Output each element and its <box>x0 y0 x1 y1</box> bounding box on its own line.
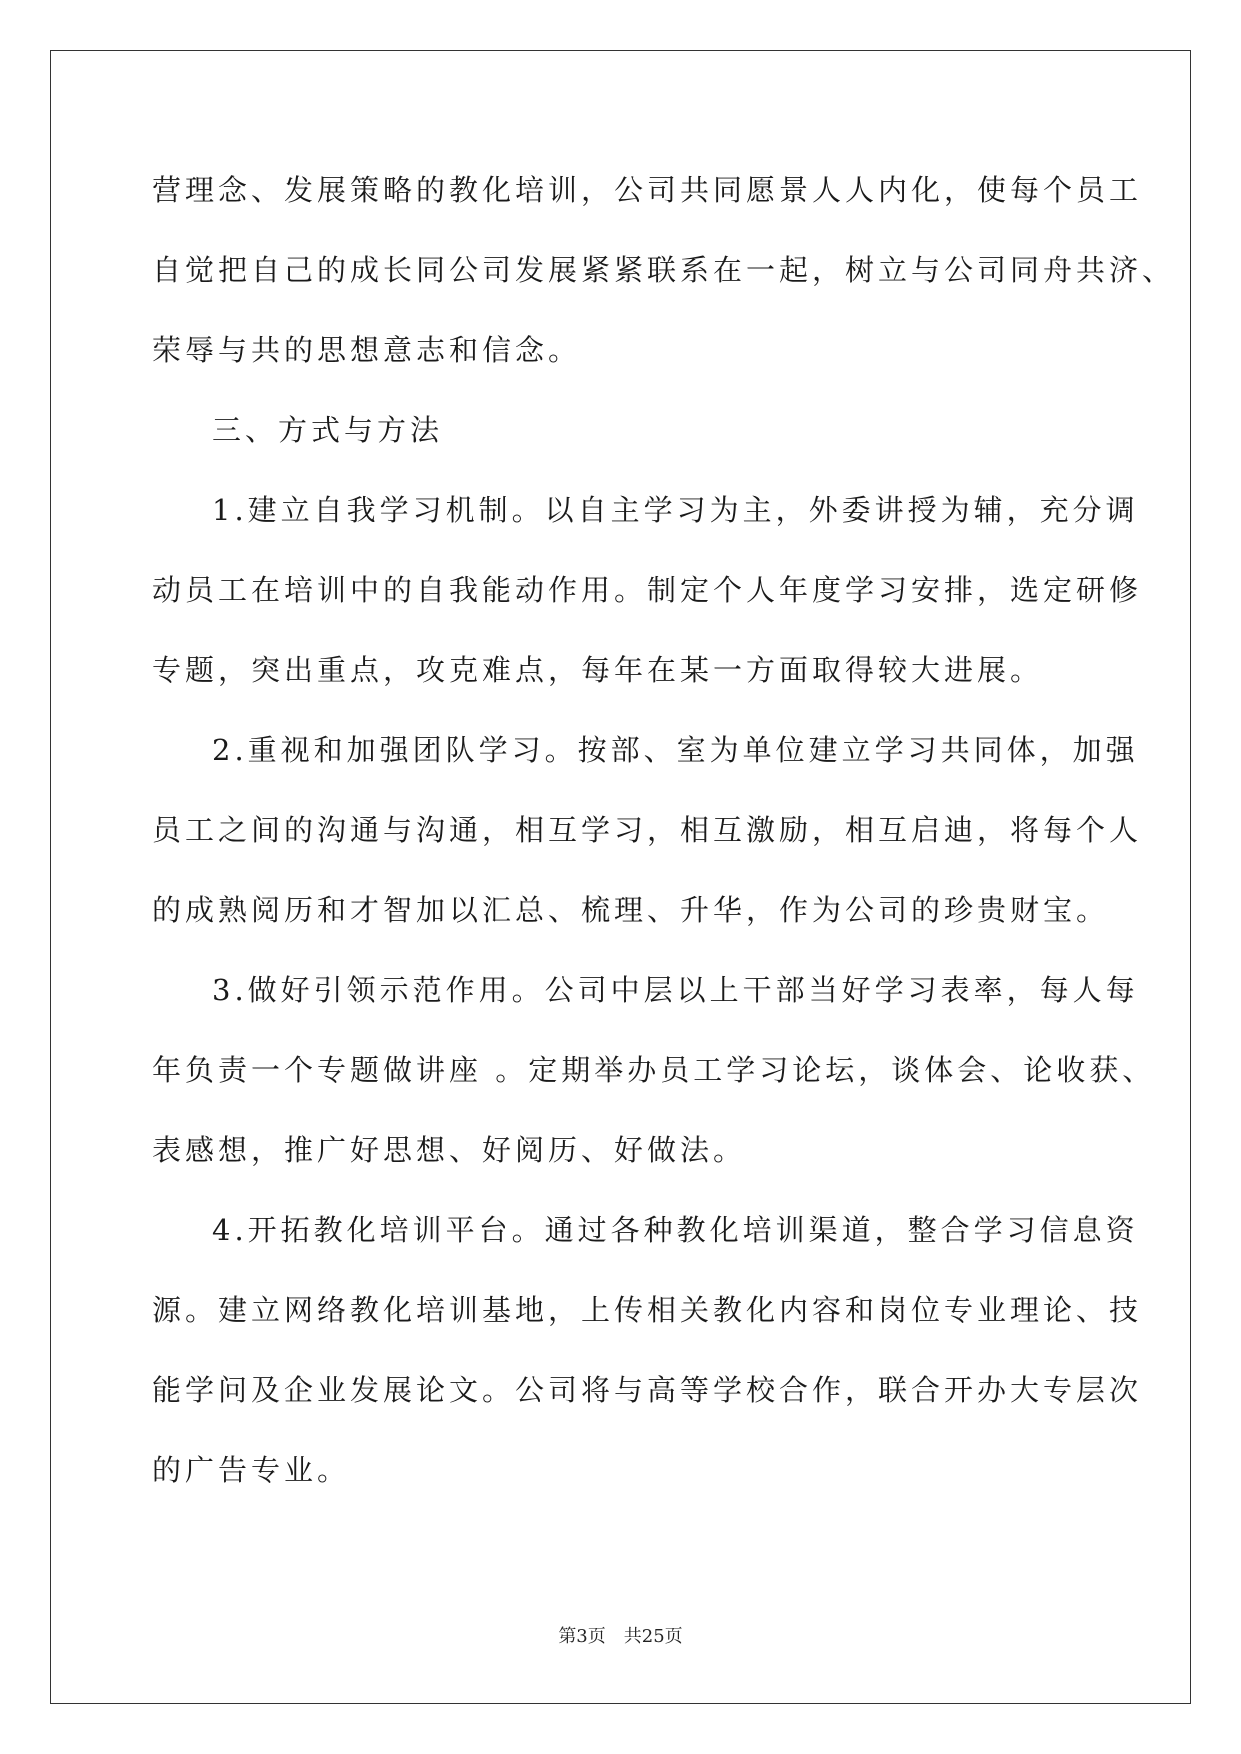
text-line: 三、方式与方法 <box>212 413 444 447</box>
page-number-current: 第3页 <box>558 1626 606 1647</box>
text-line: 员工之间的沟通与沟通，相互学习，相互激励，相互启迪，将每个人 <box>152 813 1143 847</box>
text-line: 荣辱与共的思想意志和信念。 <box>152 333 582 367</box>
text-line: 专题，突出重点，攻克难点，每年在某一方面取得较大进展。 <box>152 653 1044 687</box>
text-line: 的成熟阅历和才智加以汇总、梳理、升华，作为公司的珍贵财宝。 <box>152 893 1110 927</box>
text-line: 自觉把自己的成长同公司发展紧紧联系在一起，树立与公司同舟共济、 <box>152 253 1176 287</box>
page-footer <box>0 1622 1241 1648</box>
text-line: 动员工在培训中的自我能动作用。制定个人年度学习安排，选定研修 <box>152 573 1143 607</box>
text-line: 1.建立自我学习机制。以自主学习为主，外委讲授为辅，充分调 <box>212 493 1139 527</box>
text-line: 能学问及企业发展论文。公司将与高等学校合作，联合开办大专层次 <box>152 1373 1143 1407</box>
text-line: 3.做好引领示范作用。公司中层以上干部当好学习表率，每人每 <box>212 973 1139 1007</box>
text-line: 2.重视和加强团队学习。按部、室为单位建立学习共同体，加强 <box>212 733 1139 767</box>
text-line: 源。建立网络教化培训基地，上传相关教化内容和岗位专业理论、技 <box>152 1293 1143 1327</box>
text-line: 营理念、发展策略的教化培训，公司共同愿景人人内化，使每个员工 <box>152 173 1143 207</box>
document-body <box>152 160 1176 1520</box>
text-line: 的广告专业。 <box>152 1453 351 1487</box>
text-line: 年负责一个专题做讲座 。定期举办员工学习论坛，谈体会、论收获、 <box>152 1053 1156 1087</box>
page-number-total: 共25页 <box>623 1626 683 1647</box>
text-line: 表感想，推广好思想、好阅历、好做法。 <box>152 1133 747 1167</box>
text-line: 4.开拓教化培训平台。通过各种教化培训渠道，整合学习信息资 <box>212 1213 1139 1247</box>
